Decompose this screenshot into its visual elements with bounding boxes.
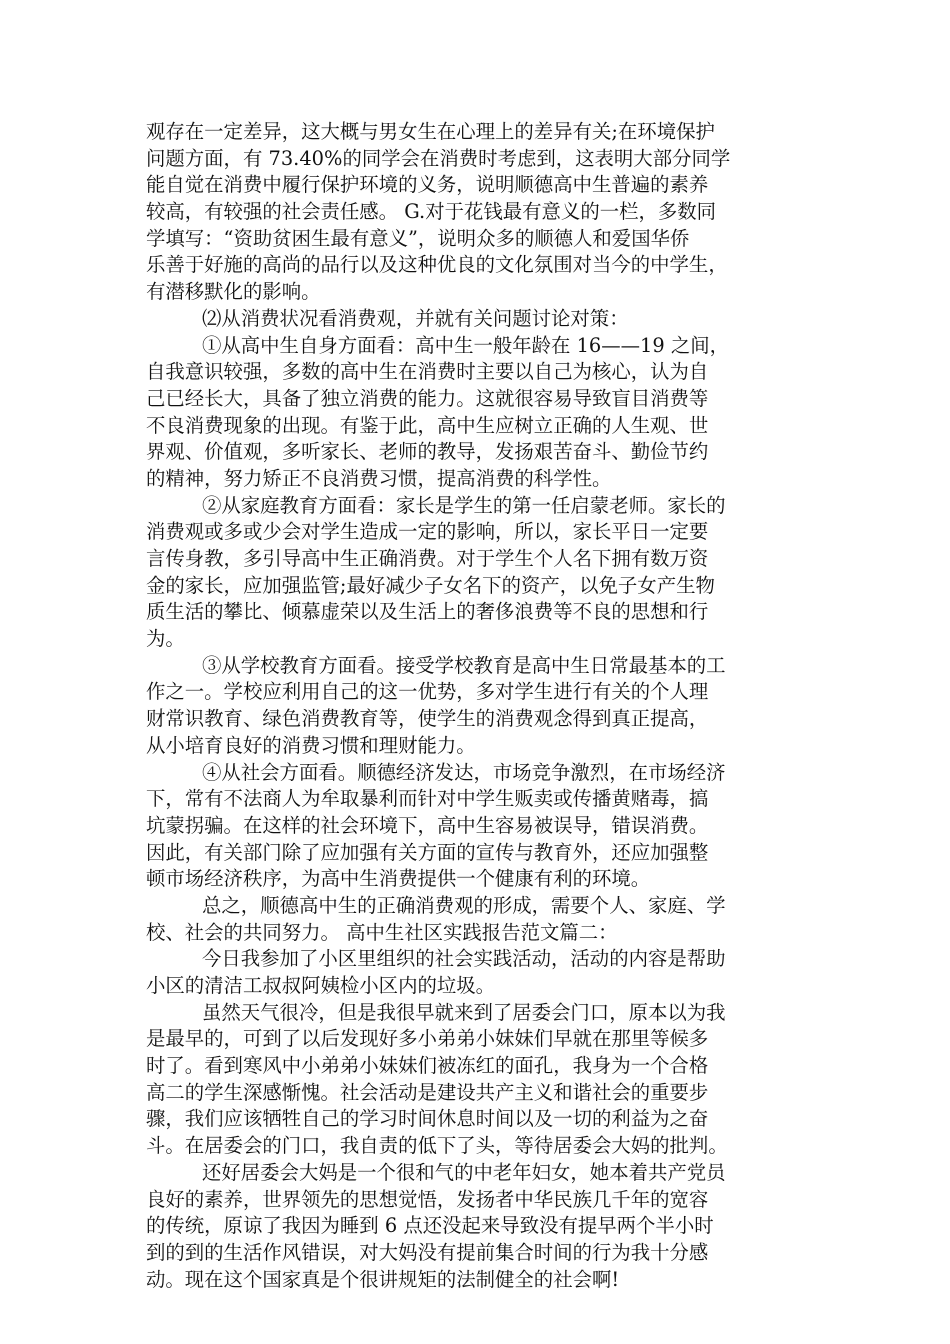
text-line: 能自觉在消费中履行保护环境的义务，说明顺德高中生普遍的素养 (146, 173, 709, 197)
text-line: ②从家庭教育方面看：家长是学生的第一任启蒙老师。家长的 (202, 493, 726, 517)
text-line: 校、社会的共同努力。 高中生社区实践报告范文篇二： (146, 920, 618, 944)
text-line: 良好的素养，世界领先的思想觉悟，发扬者中华民族几千年的宽容 (146, 1187, 709, 1211)
text-line: 是最早的，可到了以后发现好多小弟弟小妹妹们早就在那里等候多 (146, 1027, 709, 1051)
text-line: 较高，有较强的社会责任感。 G.对于花钱最有意义的一栏，多数同 (146, 200, 717, 224)
text-line: 己已经长大，具备了独立消费的能力。这就很容易导致盲目消费等 (146, 386, 709, 410)
text-line: 下，常有不法商人为牟取暴利而针对中学生贩卖或传播黄赌毒，搞 (146, 787, 709, 811)
text-line: 言传身教，多引导高中生正确消费。对于学生个人名下拥有数万资 (146, 547, 709, 570)
text-line: 虽然天气很冷，但是我很早就来到了居委会门口，原本以为我 (202, 1000, 726, 1024)
text-line: 总之，顺德高中生的正确消费观的形成，需要个人、家庭、学 (202, 893, 726, 917)
text-line: 的精神，努力矫正不良消费习惯，提高消费的科学性。 (146, 466, 612, 490)
text-line: 消费观或多或少会对学生造成一定的影响，所以，家长平日一定要 (146, 520, 709, 544)
text-line: 还好居委会大妈是一个很和气的中老年妇女，她本着共产党员 (202, 1160, 726, 1184)
text-line: 有潜移默化的影响。 (146, 280, 321, 304)
text-line: 斗。在居委会的门口，我自责的低下了头，等待居委会大妈的批判。 (146, 1134, 728, 1158)
text-line: 小区的清洁工叔叔阿姨检小区内的垃圾。 (146, 974, 496, 997)
text-line: 金的家长，应加强监管;最好减少子女名下的资产，以免子女产生物 (146, 573, 715, 597)
text-line: 质生活的攀比、倾慕虚荣以及生活上的奢侈浪费等不良的思想和行 (146, 600, 709, 624)
text-line: 坑蒙拐骗。在这样的社会环境下，高中生容易被误导，错误消费。 (146, 813, 709, 837)
text-line: 财常识教育、绿色消费教育等，使学生的消费观念得到真正提高， (146, 707, 709, 731)
text-line: 问题方面，有 73.40%的同学会在消费时考虑到，这表明大部分同学 (146, 146, 731, 170)
text-line: 的传统，原谅了我因为睡到 6 点还没起来导致没有提早两个半小时 (146, 1214, 714, 1238)
text-line: ④从社会方面看。顺德经济发达，市场竞争激烈，在市场经济 (202, 760, 726, 784)
text-line: 作之一。学校应利用自己的这一优势，多对学生进行有关的个人理 (146, 680, 709, 704)
text-line: 高二的学生深感惭愧。社会活动是建设共产主义和谐社会的重要步 (146, 1080, 709, 1104)
text-line: 骤，我们应该牺牲自己的学习时间休息时间以及一切的利益为之奋 (146, 1107, 709, 1131)
text-line: 时了。看到寒风中小弟弟小妹妹们被冻红的面孔，我身为一个合格 (146, 1054, 709, 1078)
text-line: 不良消费现象的出现。有鉴于此，高中生应树立正确的人生观、世 (146, 413, 709, 437)
text-line: 动。现在这个国家真是个很讲规矩的法制健全的社会啊! (146, 1267, 620, 1291)
text-line: 自我意识较强，多数的高中生在消费时主要以自己为核心，认为自 (146, 360, 709, 384)
text-line: 顿市场经济秩序，为高中生消费提供一个健康有利的环境。 (146, 867, 651, 891)
text-line: 学填写：“资助贫困生最有意义”，说明众多的顺德人和爱国华侨 (146, 226, 690, 250)
text-line: ①从高中生自身方面看：高中生一般年龄在 16——19 之间， (202, 333, 730, 357)
text-line: 到的到的生活作风错误，对大妈没有提前集合时间的行为我十分感 (146, 1240, 709, 1264)
text-line: 今日我参加了小区里组织的社会实践活动，活动的内容是帮助 (202, 947, 726, 971)
document-body (146, 119, 816, 1293)
text-line: 界观、价值观，多听家长、老师的教导，发扬艰苦奋斗、勤俭节约 (146, 440, 709, 464)
text-line: 从小培育良好的消费习惯和理财能力。 (146, 733, 476, 757)
text-line: ③从学校教育方面看。接受学校教育是高中生日常最基本的工 (202, 653, 726, 677)
text-line: 为。 (146, 627, 185, 651)
text-line: 观存在一定差异，这大概与男女生在心理上的差异有关;在环境保护 (146, 120, 715, 143)
text-line: 乐善于好施的高尚的品行以及这种优良的文化氛围对当今的中学生， (146, 253, 728, 277)
text-line: 因此，有关部门除了应加强有关方面的宣传与教育外，还应加强整 (146, 840, 709, 864)
text-line: ⑵从消费状况看消费观，并就有关问题讨论对策： (202, 306, 629, 330)
